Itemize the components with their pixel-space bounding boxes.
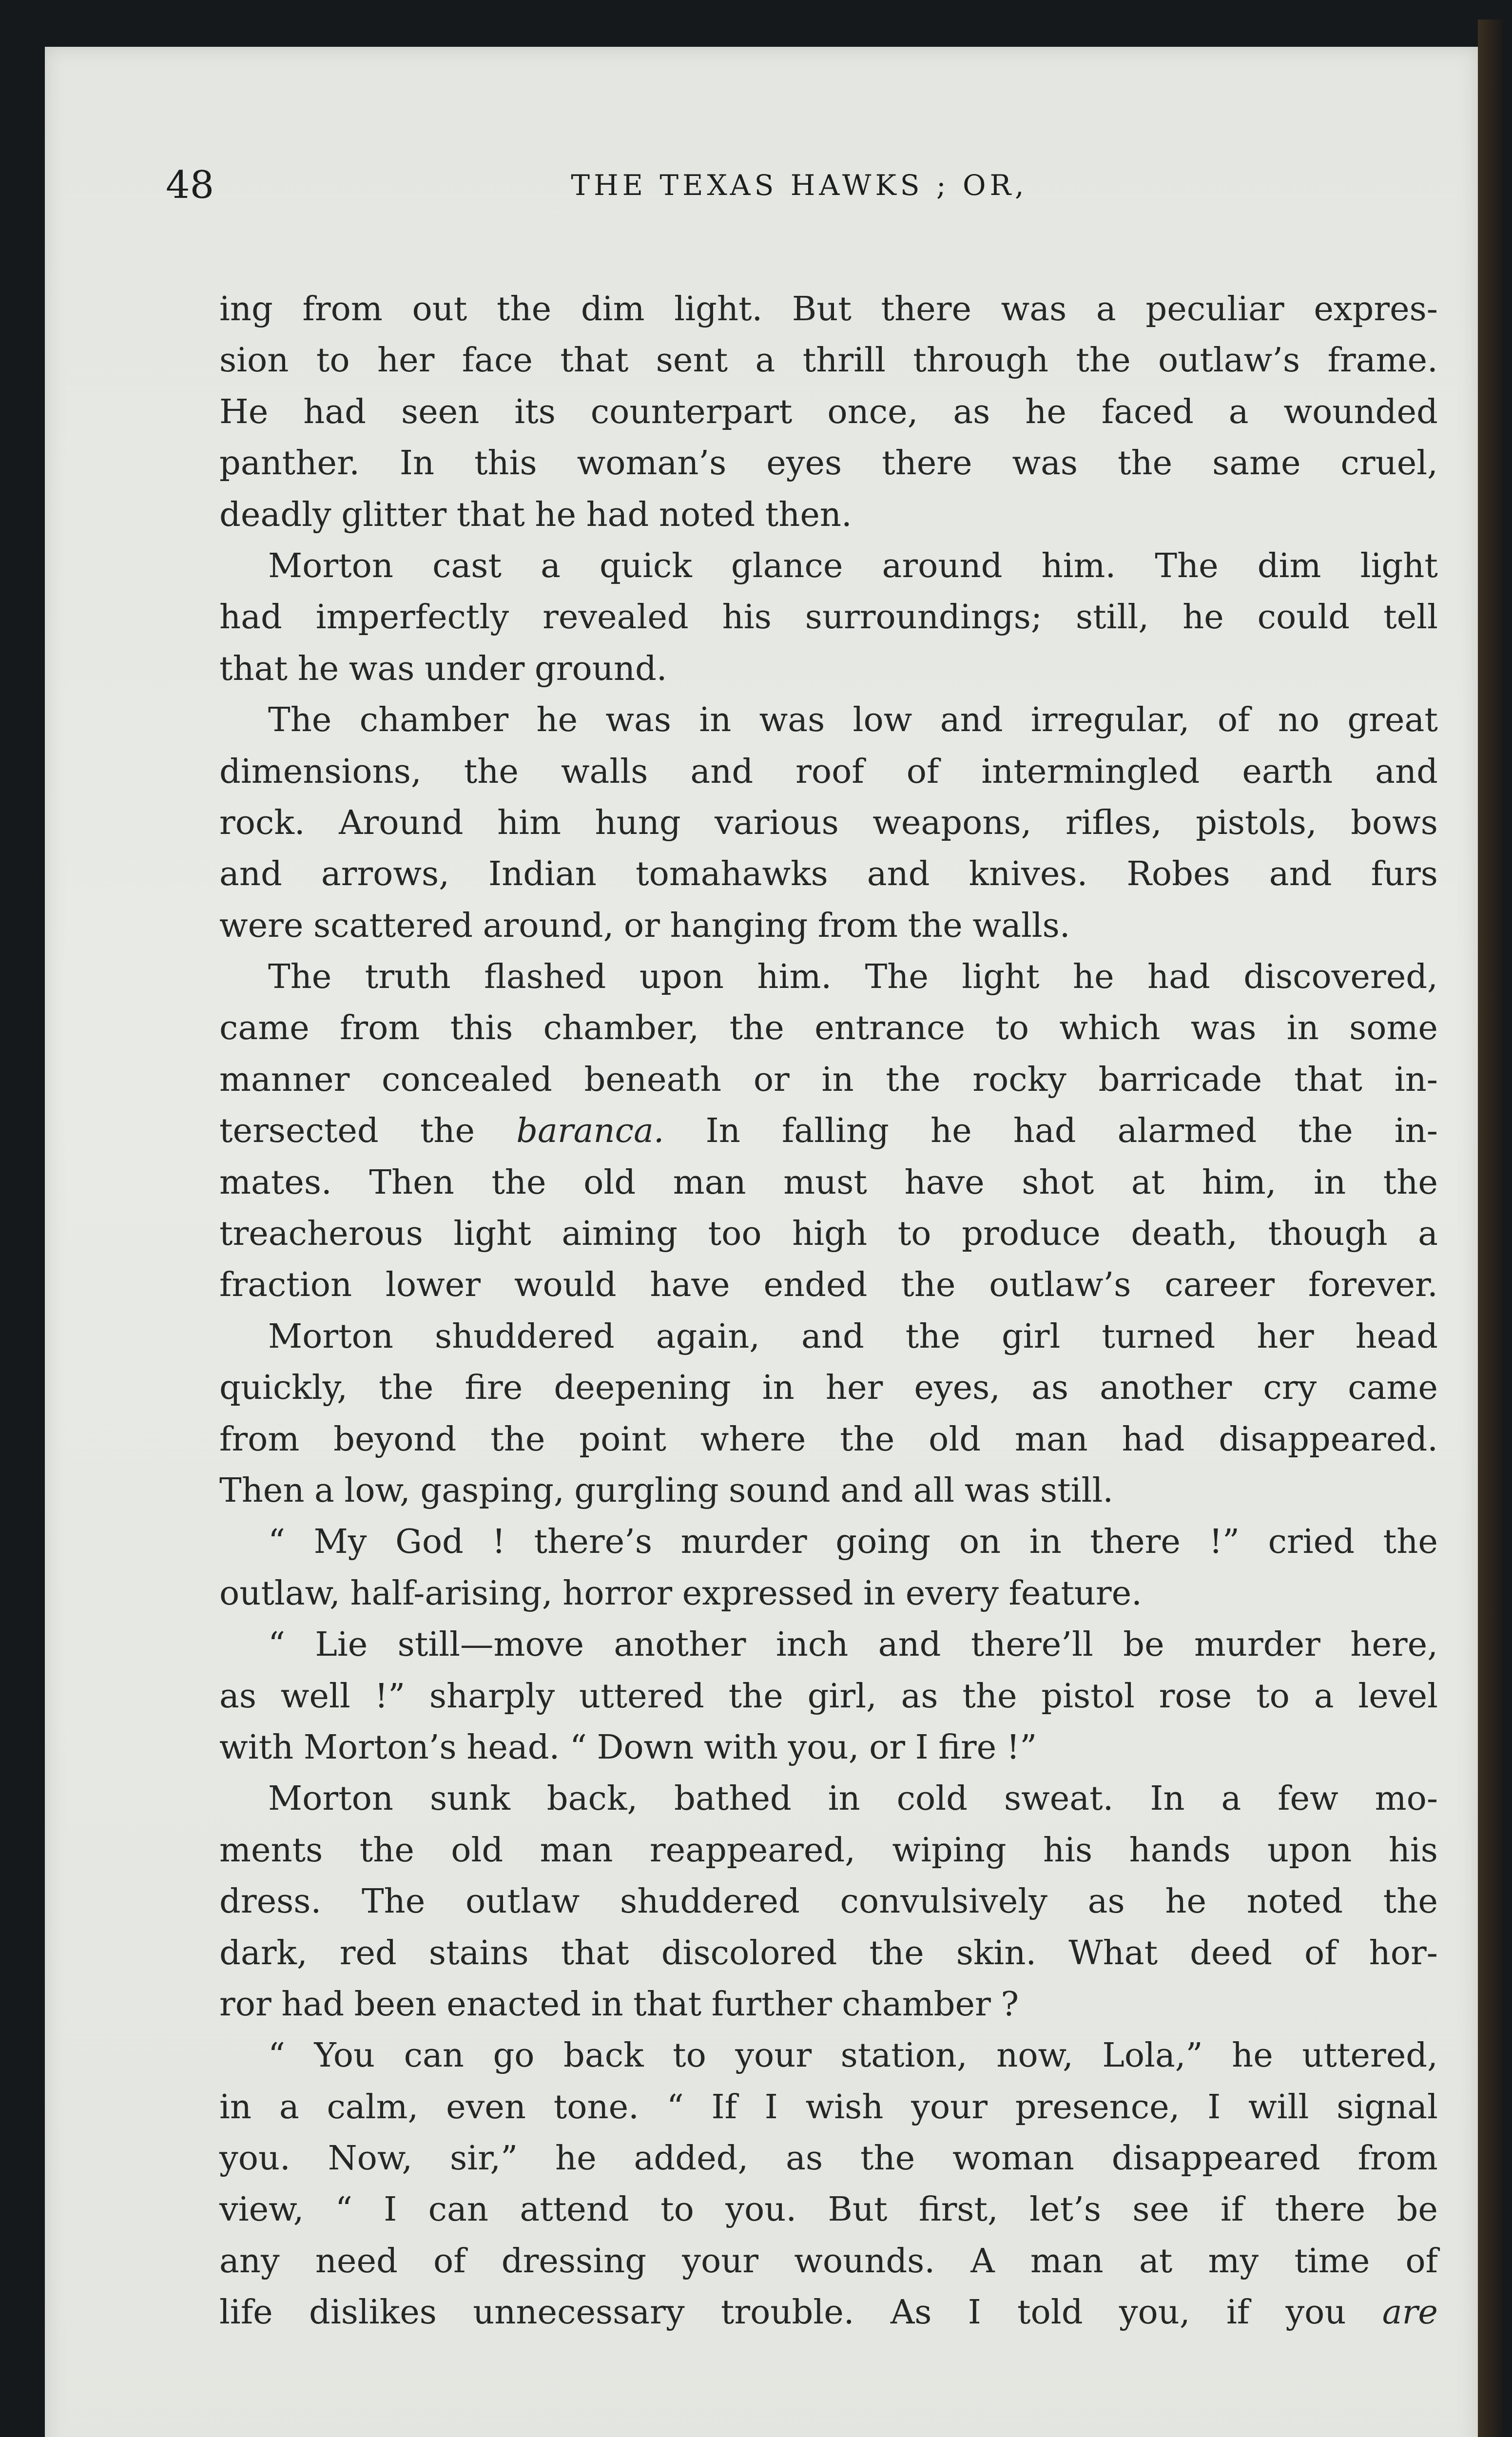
text-line: He had seen its counterpart once, as he faced a wounded — [219, 392, 1438, 431]
text-line: life dislikes unnecessary trouble. As I told you, if you are — [219, 2293, 1438, 2332]
text-line: ments the old man reappeared, wiping his hands upon his — [219, 1830, 1438, 1870]
text-line: “ Lie still—move another inch and there’ll be murder here, — [268, 1625, 1438, 1664]
text-line: fraction lower would have ended the outlaw’s career forever. — [219, 1265, 1438, 1305]
text-line: Morton cast a quick glance around him. The dim light — [268, 546, 1438, 585]
text-line: “ You can go back to your station, now, Lola,” he uttered, — [268, 2036, 1438, 2075]
text-line: deadly glitter that he had noted then. — [219, 495, 852, 534]
text-line: quickly, the fire deepening in her eyes, as another cry came — [219, 1368, 1438, 1408]
book-spine-edge — [1478, 19, 1502, 2437]
text-line: dark, red stains that discolored the skin. What deed of hor- — [219, 1933, 1438, 1973]
body-text — [219, 284, 1438, 2339]
text-line: from beyond the point where the old man had disappeared. — [219, 1419, 1438, 1459]
text-line: The truth flashed upon him. The light he had discovered, — [268, 957, 1438, 997]
text-line: any need of dressing your wounds. A man at my time of — [219, 2241, 1438, 2281]
text-line: Morton sunk back, bathed in cold sweat. In a few mo- — [268, 1779, 1438, 1818]
text-line: with Morton’s head. “ Down with you, or I fire !” — [219, 1727, 1037, 1767]
text-line: dimensions, the walls and roof of intermingled earth and — [219, 752, 1438, 791]
text-line: in a calm, even tone. “ If I wish your presence, I will signal — [219, 2087, 1438, 2127]
text-line: Then a low, gasping, gurgling sound and all was still. — [219, 1470, 1114, 1510]
text-line: view, “ I can attend to you. But first, let’s see if there be — [219, 2190, 1438, 2229]
text-line: and arrows, Indian tomahawks and knives. Robes and furs — [219, 854, 1438, 894]
text-line: as well !” sharply uttered the girl, as the pistol rose to a level — [219, 1676, 1438, 1716]
page-number: 48 — [166, 163, 214, 207]
page-header — [166, 146, 1433, 224]
text-line: Morton shuddered again, and the girl turned her head — [268, 1316, 1438, 1356]
text-line: panther. In this woman’s eyes there was the same cruel, — [219, 444, 1438, 483]
text-line: came from this chamber, the entrance to which was in some — [219, 1008, 1438, 1048]
text-line: rock. Around him hung various weapons, rifles, pistols, bows — [219, 803, 1438, 842]
text-line: manner concealed beneath or in the rocky barricade that in- — [219, 1060, 1438, 1099]
text-line: mates. Then the old man must have shot at him, in the — [219, 1162, 1438, 1202]
text-line: ing from out the dim light. But there was a peculiar expres- — [219, 290, 1438, 329]
text-line: tersected the baranca. In falling he had alarmed the in- — [219, 1111, 1438, 1151]
text-line: had imperfectly revealed his surroundings; still, he could tell — [219, 598, 1438, 637]
text-line: ror had been enacted in that further chamber ? — [219, 1984, 1019, 2024]
text-line: you. Now, sir,” he added, as the woman disappeared from — [219, 2139, 1438, 2178]
text-line: sion to her face that sent a thrill through the outlaw’s frame. — [219, 341, 1438, 380]
text-line: outlaw, half-arising, horror expressed in every feature. — [219, 1573, 1142, 1613]
text-line: dress. The outlaw shuddered convulsively as he noted the — [219, 1882, 1438, 1921]
text-line: that he was under ground. — [219, 649, 667, 688]
text-line: treacherous light aiming too high to produce death, though a — [219, 1214, 1438, 1254]
text-line: were scattered around, or hanging from the walls. — [219, 906, 1070, 945]
running-title: THE TEXAS HAWKS ; OR, — [571, 169, 1028, 202]
text-line: “ My God ! there’s murder going on in there !” cried the — [268, 1522, 1438, 1562]
text-line: The chamber he was in was low and irregular, of no great — [268, 700, 1438, 740]
